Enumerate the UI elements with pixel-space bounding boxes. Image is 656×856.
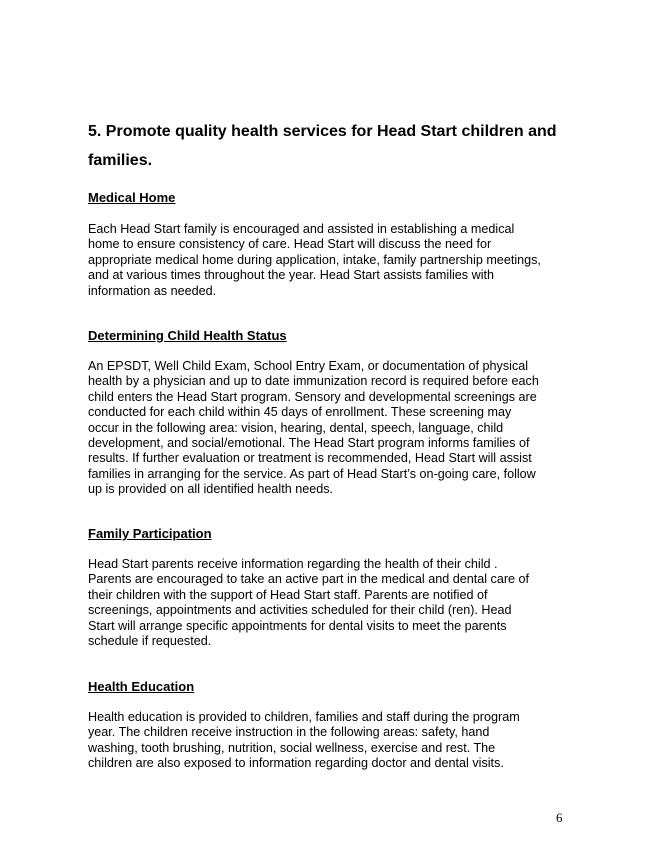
section-body-medical-home [88,222,570,299]
text-line: up is provided on all identified health needs. [88,482,334,497]
text-line: schedule if requested. [88,634,212,649]
text-line: health by a physician and up to date immunization record is required before each [88,374,539,389]
text-line: results. If further evaluation or treatment is recommended, Head Start will assist [88,451,532,466]
text-line: families in arranging for the service. As part of Head Start’s on-going care, follow [88,466,536,481]
text-line: Each Head Start family is encouraged and assisted in establishing a medical [88,222,515,236]
text-line: conducted for each child within 45 days of enrollment. These screening may [88,405,512,420]
section-body-family-participation [88,557,570,649]
text-line: information as needed. [88,283,217,298]
text-line: home to ensure consistency of care. Head Start will discuss the need for [88,237,492,252]
page-number: 6 [556,810,563,825]
text-line: appropriate medical home during application, intake, family partnership meetings, [88,252,541,267]
page-heading: 5. Promote quality health services for Head Start children and families. [88,123,557,169]
text-line: Start will arrange specific appointments for dental visits to meet the parents [88,618,507,633]
text-line: and at various times throughout the year. Head Start assists families with [88,268,494,283]
section-title-medical-home: Medical Home [88,190,176,205]
section-body-health-education [88,710,570,772]
text-line: children are also exposed to information regarding doctor and dental visits. [88,756,504,771]
text-line: Parents are encouraged to take an active part in the medical and dental care of [88,572,530,587]
text-line: development, and social/emotional. The Head Start program informs families of [88,436,530,451]
text-line: occur in the following area: vision, hearing, dental, speech, language, child [88,420,504,435]
text-line: washing, tooth brushing, nutrition, social wellness, exercise and rest. The [88,740,496,755]
text-line: Health education is provided to children, families and staff during the program [88,710,520,724]
text-line: Head Start parents receive information regarding the health of their child . [88,557,498,571]
text-line: child enters the Head Start program. Sensory and developmental screenings are [88,389,537,404]
section-body-child-health-status [88,359,570,498]
text-line: An EPSDT, Well Child Exam, School Entry Exam, or documentation of physical [88,359,529,373]
text-line: their children with the support of Head Start staff. Parents are notified of [88,587,488,602]
section-title-family-participation: Family Participation [88,526,212,541]
section-title-child-health-status: Determining Child Health Status [88,328,287,343]
section-title-health-education: Health Education [88,679,195,694]
text-line: year. The children receive instruction in the following areas: safety, hand [88,725,490,740]
text-line: screenings, appointments and activities scheduled for their child (ren). Head [88,603,512,618]
